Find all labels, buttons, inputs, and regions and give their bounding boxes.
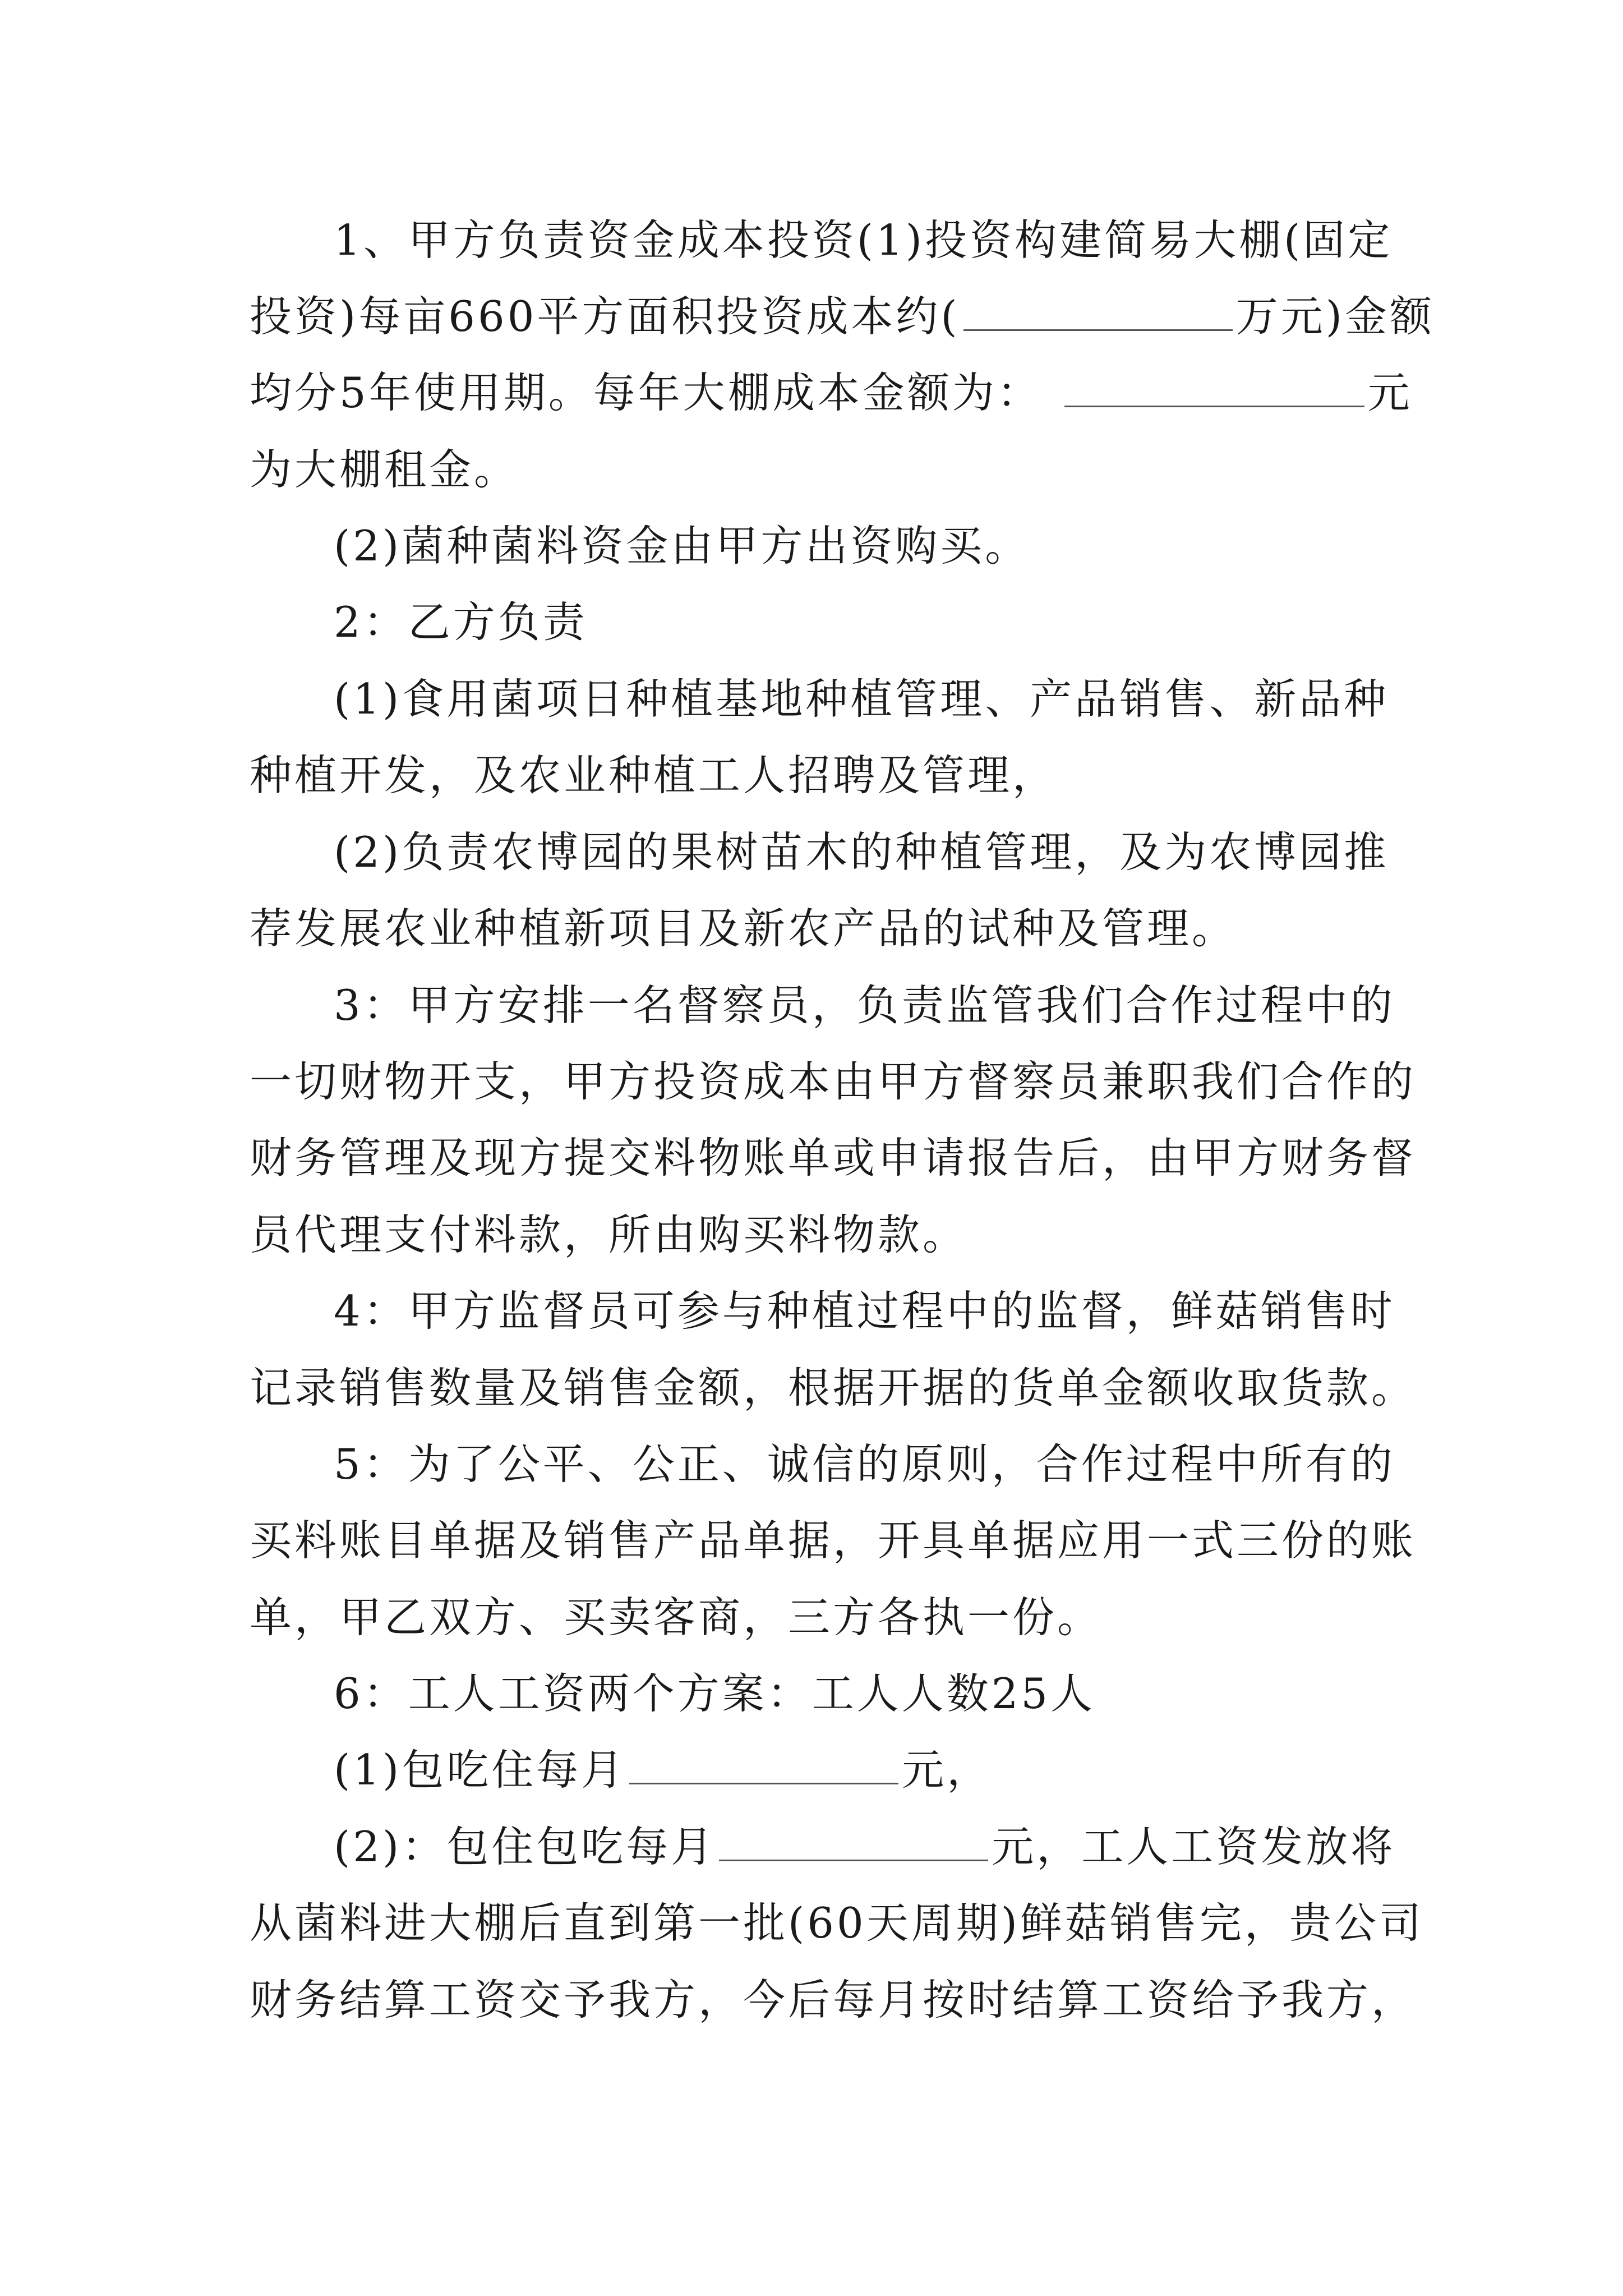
paragraph-7-line-1: 4：甲方监督员可参与种植过程中的监督，鲜菇销售时 bbox=[334, 1286, 1395, 1336]
wage-blank-2[interactable] bbox=[719, 1827, 988, 1861]
paragraph-1-line-4: 为大棚租金。 bbox=[250, 445, 519, 494]
paragraph-6-line-4: 员代理支付料款，所由购买料物款。 bbox=[250, 1210, 968, 1259]
paragraph-4-line-2: 种植开发，及农业种植工人招聘及管理， bbox=[250, 751, 1058, 800]
paragraph-11-line-1-text: (2)：包住包吃每月 bbox=[334, 1822, 716, 1871]
paragraph-10-line-1-tail: 元， bbox=[902, 1745, 992, 1795]
paragraph-9-line-1: 6：工人工资两个方案：工人人数25人 bbox=[334, 1669, 1096, 1718]
paragraph-3-line-1: 2：乙方负责 bbox=[334, 597, 588, 647]
paragraph-10-line-1-text: (1)包吃住每月 bbox=[334, 1745, 626, 1795]
paragraph-1-line-2-tail: 万元)金额 bbox=[1235, 292, 1435, 341]
paragraph-11-line-1-tail: 元，工人工资发放将 bbox=[992, 1822, 1396, 1871]
paragraph-4-line-1: (1)食用菌项日种植基地种植管理、产品销售、新品种 bbox=[334, 674, 1389, 724]
paragraph-10-line-1 bbox=[334, 1745, 992, 1795]
paragraph-1-line-3-tail: 元 bbox=[1367, 368, 1413, 417]
paragraph-8-line-2: 买料账目单据及销售产品单据，开具单据应用一式三份的账 bbox=[250, 1516, 1417, 1565]
amount-blank-1[interactable] bbox=[963, 297, 1233, 331]
paragraph-1-line-3-text: 均分5年使用期。每年大棚成本金额为： bbox=[250, 368, 1042, 417]
paragraph-11-line-1 bbox=[334, 1821, 1395, 1872]
paragraph-11-line-3: 财务结算工资交予我方，今后每月按时结算工资给予我方， bbox=[250, 1975, 1417, 2024]
paragraph-5-line-2: 荐发展农业种植新项目及新农产品的试种及管理。 bbox=[250, 904, 1237, 953]
paragraph-11-line-2: 从菌料进大棚后直到第一批(60天周期)鲜菇销售完，贵公司 bbox=[250, 1898, 1424, 1948]
paragraph-6-line-1: 3：甲方安排一名督察员，负责监管我们合作过程中的 bbox=[334, 981, 1395, 1030]
paragraph-1-line-1: 1、甲方负责资金成本投资(1)投资构建简易大棚(固定 bbox=[334, 215, 1393, 265]
paragraph-6-line-3: 财务管理及现方提交料物账单或申请报告后，由甲方财务督 bbox=[250, 1133, 1417, 1182]
paragraph-5-line-1: (2)负责农博园的果树苗木的种植管理，及为农博园推 bbox=[334, 827, 1389, 877]
paragraph-1-line-2-text: 投资)每亩660平方面积投资成本约( bbox=[250, 292, 960, 341]
paragraph-8-line-1: 5：为了公平、公正、诚信的原则，合作过程中所有的 bbox=[334, 1439, 1395, 1489]
paragraph-7-line-2: 记录销售数量及销售金额，根据开据的货单金额收取货款。 bbox=[250, 1363, 1417, 1412]
wage-blank-1[interactable] bbox=[629, 1750, 898, 1784]
amount-blank-2[interactable] bbox=[1064, 373, 1364, 407]
paragraph-2-line-1: (2)菌种菌料资金由甲方出资购买。 bbox=[334, 521, 1030, 570]
paragraph-6-line-2: 一切财物开支，甲方投资成本由甲方督察员兼职我们合作的 bbox=[250, 1057, 1417, 1106]
paragraph-1-line-3 bbox=[250, 367, 1413, 418]
paragraph-8-line-3: 单，甲乙双方、买卖客商，三方各执一份。 bbox=[250, 1593, 1103, 1642]
paragraph-1-line-2 bbox=[250, 291, 1435, 342]
